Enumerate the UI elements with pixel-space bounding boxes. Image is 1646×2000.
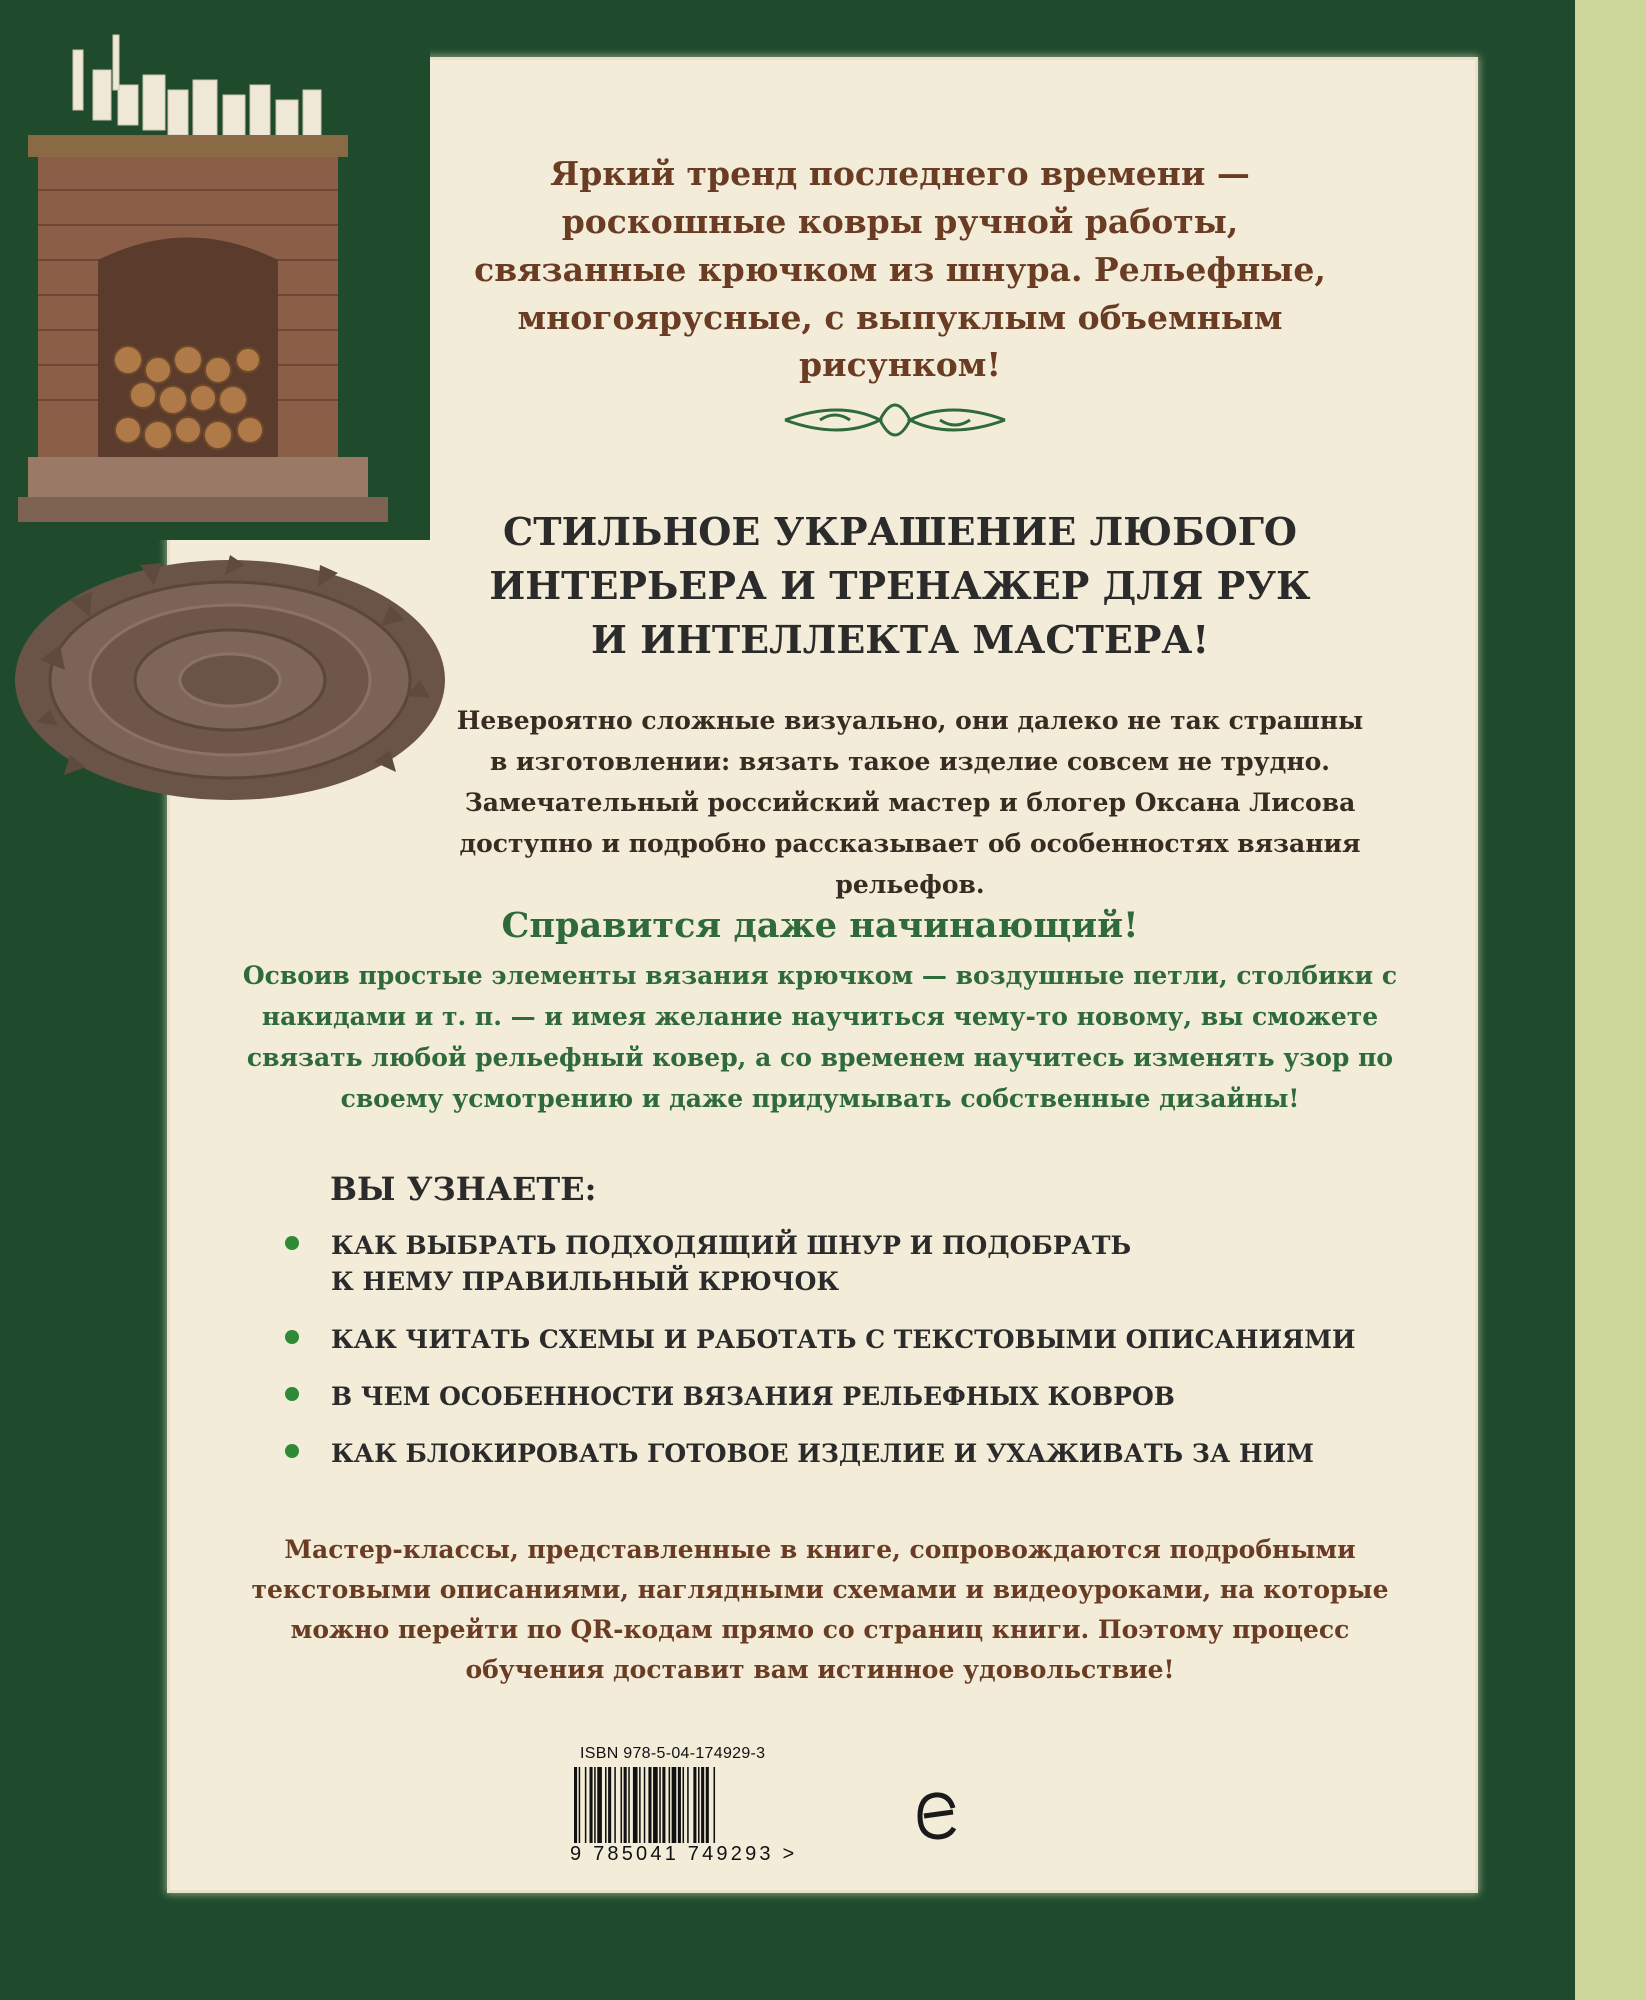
list-item xyxy=(285,1322,1435,1358)
barcode-bar xyxy=(648,1767,651,1843)
isbn-label: ISBN 978-5-04-174929-3 xyxy=(580,1745,766,1762)
barcode-bar xyxy=(608,1767,611,1843)
crochet-rug-photo xyxy=(10,520,460,820)
list-item xyxy=(285,1228,1435,1301)
barcode-bar xyxy=(687,1767,689,1843)
learn-heading: ВЫ УЗНАЕТЕ: xyxy=(330,1170,597,1208)
flourish-ornament xyxy=(780,390,1010,450)
barcode-bar xyxy=(590,1767,593,1843)
barcode-bar xyxy=(594,1767,596,1843)
barcode-bar xyxy=(698,1767,700,1843)
barcode-bar xyxy=(662,1767,665,1843)
fireplace-photo xyxy=(18,30,430,540)
barcode-bar xyxy=(672,1767,677,1843)
publisher-logo-icon xyxy=(915,1790,959,1842)
barcode-bar xyxy=(621,1767,623,1843)
isbn-barcode xyxy=(570,1745,815,1870)
barcode-digits: 9 785041 749293 > xyxy=(570,1843,798,1865)
headline: СТИЛЬНОЕ УКРАШЕНИЕ ЛЮБОГО ИНТЕРЬЕРА И ТРЕНАЖЕР ДЛЯ РУК И ИНТЕЛЛЕКТА МАСТЕРА! xyxy=(489,509,1311,662)
barcode-bar xyxy=(669,1767,671,1843)
barcode-bar xyxy=(701,1767,704,1843)
barcode-bar xyxy=(659,1767,661,1843)
barcode-bar xyxy=(614,1767,616,1843)
barcode-bar xyxy=(585,1767,587,1843)
description-paragraph: Невероятно сложные визуально, они далеко не так страшны в изготовлении: вязать такое изделие совсем не трудно. Замечательный российский мастер и блогер Оксана Лисова доступно и подробно рассказывает об особенностях вязания рельефов. xyxy=(456,706,1364,899)
intro-text: Яркий тренд последнего времени — роскошные ковры ручной работы, связанные крючком из шнура. Рельефные, многоярусные, с выпуклым объемным рисунком! xyxy=(474,154,1326,385)
barcode-bar xyxy=(683,1767,685,1843)
barcode-bar xyxy=(714,1767,716,1843)
barcode-bar xyxy=(653,1767,658,1843)
spine-strip xyxy=(1575,0,1646,2000)
barcode-bar xyxy=(624,1767,627,1843)
list-item-text: КАК ВЫБРАТЬ ПОДХОДЯЩИЙ ШНУР И ПОДОБРАТЬ К НЕМУ ПРАВИЛЬНЫЙ КРЮЧОК xyxy=(331,1231,1132,1297)
barcode-bar xyxy=(574,1767,577,1843)
list-item-text: В ЧЕМ ОСОБЕННОСТИ ВЯЗАНИЯ РЕЛЬЕФНЫХ КОВРОВ xyxy=(331,1381,1175,1411)
bullet-dot-icon xyxy=(285,1444,299,1458)
bullet-dot-icon xyxy=(285,1236,299,1250)
barcode-bar xyxy=(605,1767,607,1843)
list-item-text: КАК БЛОКИРОВАТЬ ГОТОВОЕ ИЗДЕЛИЕ И УХАЖИВАТЬ ЗА НИМ xyxy=(331,1439,1314,1468)
learn-list xyxy=(285,1228,1435,1493)
barcode-bar xyxy=(579,1767,581,1843)
barcode-bar xyxy=(633,1767,638,1843)
bullet-dot-icon xyxy=(285,1330,299,1344)
barcode-bars xyxy=(574,1767,806,1843)
barcode-bar xyxy=(706,1767,709,1843)
barcode-bar xyxy=(628,1767,630,1843)
barcode-bar xyxy=(644,1767,646,1843)
list-item xyxy=(285,1379,1435,1415)
barcode-bar xyxy=(693,1767,696,1843)
barcode-bar xyxy=(639,1767,641,1843)
beginner-heading: Справится даже начинающий! xyxy=(501,905,1139,946)
bullet-dot-icon xyxy=(285,1387,299,1401)
barcode-bar xyxy=(597,1767,602,1843)
list-item xyxy=(285,1436,1435,1472)
list-item-text: КАК ЧИТАТЬ СХЕМЫ И РАБОТАТЬ С ТЕКСТОВЫМИ ОПИСАНИЯМИ xyxy=(331,1324,1356,1354)
barcode-bar xyxy=(678,1767,681,1843)
beginner-paragraph: Освоив простые элементы вязания крючком — воздушные петли, столбики с накидами и т. п. — и имея желание научиться чему-то новому, вы сможете связать любой рельефный ковер, а со временем научитесь изменять узор по своему усмотрению и даже придумывать собственные дизайны! xyxy=(242,961,1398,1113)
masterclass-paragraph: Мастер-классы, представленные в книге, сопровождаются подробными текстовыми описаниями, наглядными схемами и видеоуроками, на которые можно перейти по QR-кодам прямо со страниц книги. Поэтому процесс обучения доставит вам истинное удовольствие! xyxy=(251,1535,1389,1684)
